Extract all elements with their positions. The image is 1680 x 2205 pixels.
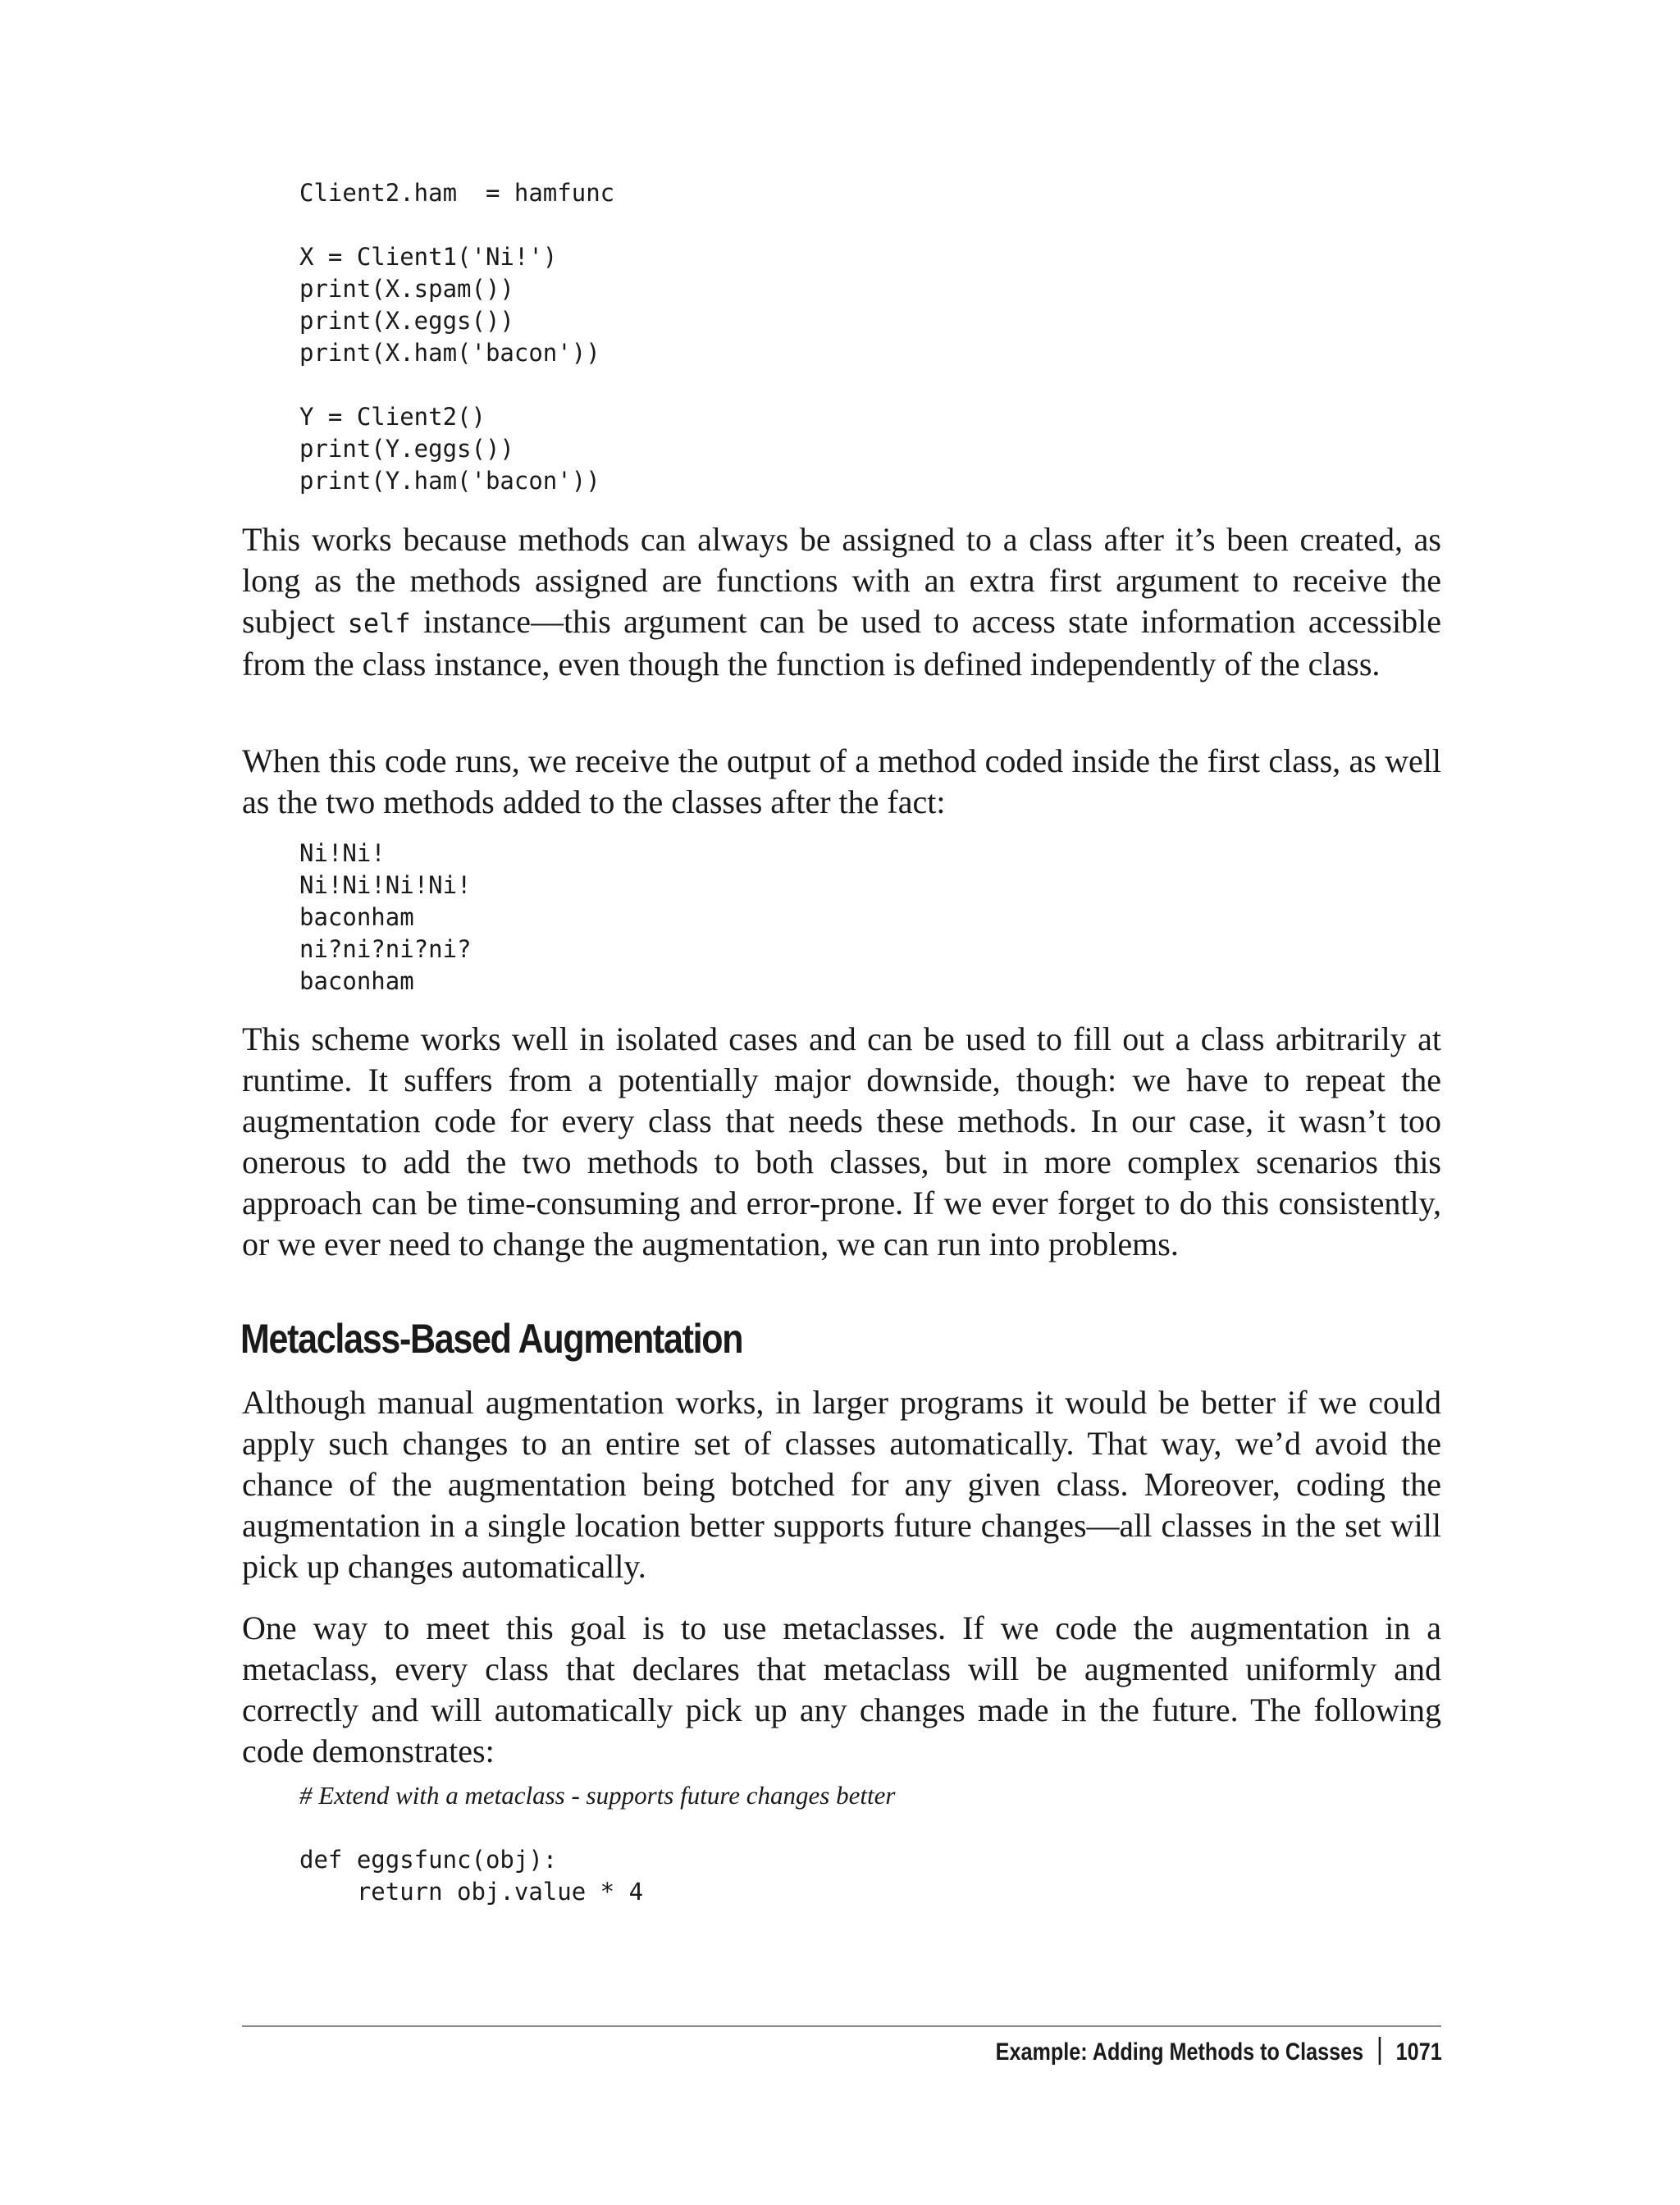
body-paragraph-manual-augmentation: Although manual augmentation works, in larger programs it would be better if we could apply such changes to an entire set of classes automatically. That way, we’d avoid the chance of the augmentation being botched for any given class. Moreover, coding the augmentation in a single location better supports future changes—all classes in the set will pick up changes automatically. <box>242 1384 1441 1585</box>
body-paragraph-methods-assigned <box>242 519 1441 685</box>
code-line: def eggsfunc(obj): <box>299 1846 558 1874</box>
code-line: Client2.ham = hamfunc <box>299 179 615 207</box>
code-line: print(X.eggs()) <box>299 307 514 335</box>
code-line: Y = Client2() <box>299 403 486 431</box>
body-paragraph-output-intro: When this code runs, we receive the output of a method coded inside the first class, as well as the two methods added to the classes after the fact: <box>242 742 1441 820</box>
code-line: return obj.value * 4 <box>299 1878 644 1906</box>
code-block-metaclass-example <box>299 1779 895 1908</box>
output-line: baconham <box>299 903 414 931</box>
inline-code-self: self <box>347 608 411 639</box>
code-line: print(Y.ham('bacon')) <box>299 467 600 495</box>
code-comment: # Extend with a metaclass - supports future changes better <box>299 1781 896 1810</box>
output-line: ni?ni?ni?ni? <box>299 935 472 963</box>
footer-divider <box>242 2025 1441 2027</box>
output-line: Ni!Ni! <box>299 839 386 867</box>
code-line: print(X.spam()) <box>299 275 514 303</box>
body-paragraph-metaclass-goal: One way to meet this goal is to use metaclasses. If we code the augmentation in a metaclass, every class that declares that metaclass will be augmented uniformly and correctly and will automatically pick up any changes made in the future. The following code demonstrates: <box>242 1609 1441 1769</box>
code-line: print(Y.eggs()) <box>299 435 514 463</box>
section-heading: Metaclass-Based Augmentation <box>240 1316 743 1362</box>
output-line: baconham <box>299 967 414 995</box>
code-block-client-usage <box>299 177 614 497</box>
code-line: X = Client1('Ni!') <box>299 243 558 271</box>
page-footer <box>996 2036 1442 2069</box>
running-footer-title: Example: Adding Methods to Classes <box>995 2038 1364 2066</box>
paragraph-text: instance—this argument can be used to access state information accessible from the class instance, even though the function is defined independently of the class. <box>242 603 1441 682</box>
code-line: print(X.ham('bacon')) <box>299 339 600 367</box>
paragraph-text: This works because methods can always be assigned to a class after it’s been created, as long as the methods assigned are functions with an extra first argument to receive the subject <box>242 521 1441 640</box>
page-number: 1071 <box>1395 2038 1442 2066</box>
body-paragraph-scheme-downside: This scheme works well in isolated cases and can be used to fill out a class arbitrarily at runtime. It suffers from a potentially major downside, though: we have to repeat the augmentation code for every class that needs these methods. In our case, it wasn’t too onerous to add the two methods to both classes, but in more complex scenarios this approach can be time-consuming and error-prone. If we ever forget to do this consistently, or we ever need to change the augmentation, we can run into problems. <box>242 1020 1441 1262</box>
code-block-output <box>299 838 472 998</box>
footer-separator <box>1379 2037 1381 2065</box>
output-line: Ni!Ni!Ni!Ni! <box>299 871 472 899</box>
